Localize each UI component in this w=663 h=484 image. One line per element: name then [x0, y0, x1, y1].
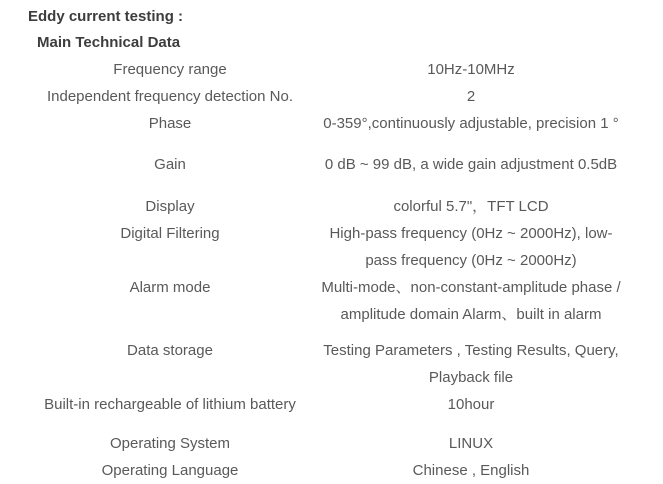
page-title: Eddy current testing : [28, 8, 184, 25]
spec-param-label: Gain [154, 156, 186, 173]
spec-param-label: Independent frequency detection No. [46, 88, 293, 105]
table-row-gain [0, 151, 663, 178]
spec-value [310, 274, 632, 328]
spec-value [310, 220, 632, 274]
table-row-data-storage [0, 337, 663, 391]
spec-value-line: amplitude domain Alarm、built in alarm [340, 306, 602, 323]
spec-value [310, 337, 632, 391]
table-row-operating-system [0, 430, 663, 457]
spec-value: 10Hz-10MHz [427, 61, 515, 78]
spec-value: 0-359°,continuously adjustable, precision 1 ° [323, 115, 619, 132]
spec-param-label: Built-in rechargeable of lithium battery [44, 396, 296, 413]
table-row-operating-language [0, 457, 663, 484]
spec-value-line: pass frequency (0Hz ~ 2000Hz) [365, 252, 577, 269]
section-title: Main Technical Data [37, 34, 181, 51]
spec-param-label: Data storage [127, 342, 213, 359]
table-row-independent-frequency [0, 83, 663, 110]
table-row-display [0, 193, 663, 220]
spec-value: 2 [466, 88, 476, 105]
spec-param-label: Operating System [109, 435, 231, 452]
spec-value-line: Testing Parameters , Testing Results, Query, [323, 342, 619, 359]
spec-value: colorful 5.7"，TFT LCD [393, 198, 549, 215]
spec-value: 10hour [447, 396, 495, 413]
spec-param-label: Operating Language [101, 462, 239, 479]
spec-value: Chinese , English [412, 462, 530, 479]
spec-value-line: Playback file [428, 369, 514, 386]
spec-value-line: High-pass frequency (0Hz ~ 2000Hz), low- [329, 225, 613, 242]
table-row-phase [0, 110, 663, 137]
table-row-battery [0, 391, 663, 418]
spec-value: 0 dB ~ 99 dB, a wide gain adjustment 0.5dB [324, 156, 618, 173]
spec-param-label: Display [145, 198, 195, 215]
table-row-digital-filtering [0, 220, 663, 274]
spec-param-label: Alarm mode [129, 279, 211, 296]
spec-value-line: Multi-mode、non-constant-amplitude phase / [321, 279, 621, 296]
table-row-alarm-mode [0, 274, 663, 328]
table-row-frequency-range [0, 56, 663, 83]
spec-param-label: Phase [148, 115, 192, 132]
spec-param-label: Digital Filtering [120, 225, 220, 242]
spec-value: LINUX [448, 435, 494, 452]
spec-param-label: Frequency range [113, 61, 227, 78]
